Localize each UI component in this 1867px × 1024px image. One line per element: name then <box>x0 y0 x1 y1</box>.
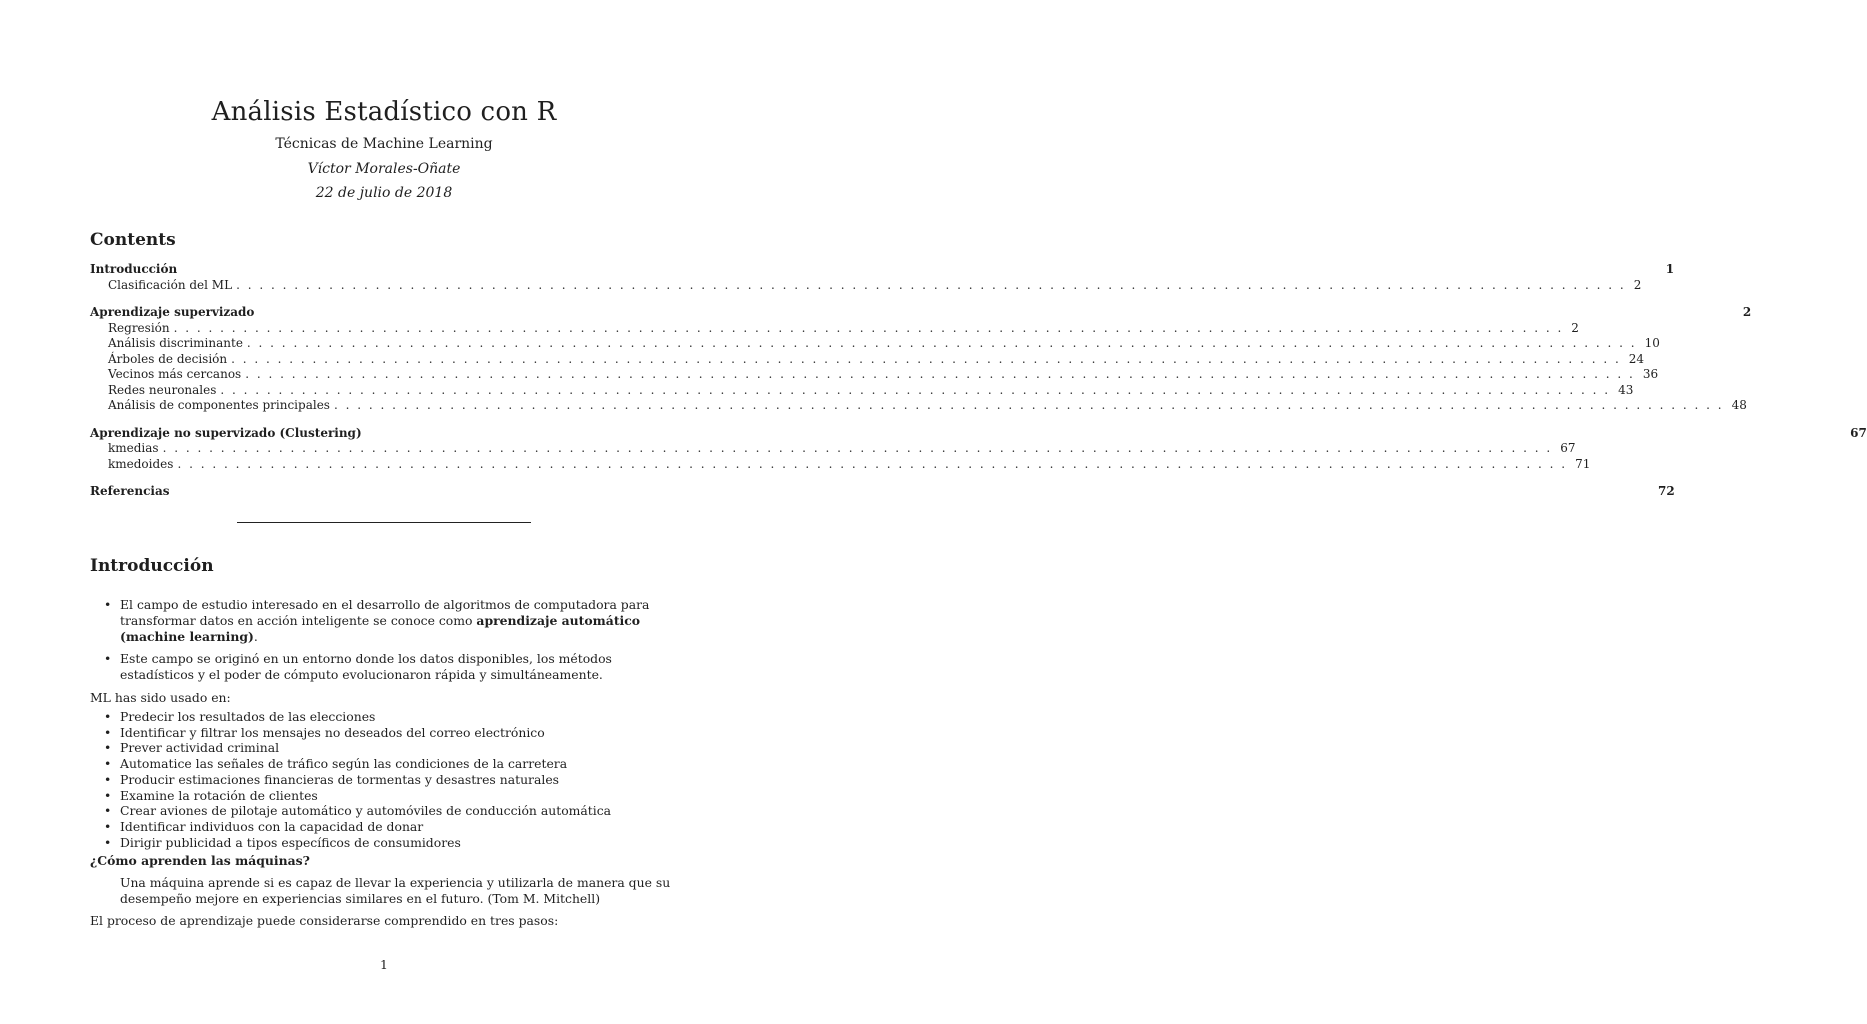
uses-bullet-list <box>90 709 680 850</box>
introduction-body <box>90 597 680 932</box>
toc-entry-sub[interactable] <box>90 351 1645 368</box>
use-case-item: • Prever actividad criminal <box>90 740 680 756</box>
toc-dot-leader: . . . . . . . . . . . . . . . . . . . . . . . . . . . . . . . . . . . . . . . . . . . . . . . . . . . . . . . . . . . . . . . . . . . . . . . . . . . . . . . . . . . . . . . . . . . . . . . . . . . . . . . . . . . . . . . . . . . . . . . . <box>236 277 1626 292</box>
document-title: Análisis Estadístico con R <box>211 97 557 127</box>
toc-entry-label: Análisis de componentes principales <box>108 398 330 412</box>
toc-entry-label: kmedias <box>108 441 159 455</box>
toc-entry-page: 71 <box>1575 456 1591 471</box>
toc-entry-label: Vecinos más cercanos <box>108 367 242 381</box>
toc-section <box>90 262 1675 293</box>
use-case-item: • Examine la rotación de clientes <box>90 788 680 804</box>
toc-entry-page: 1 <box>1665 262 1675 276</box>
toc-dot-leader: . . . . . . . . . . . . . . . . . . . . . . . . . . . . . . . . . . . . . . . . . . . . . . . . . . . . . . . . . . . . . . . . . . . . . . . . . . . . . . . . . . . . . . . . . . . . . . . . . . . . . . . . . . . . . . . . . . . . . . . . <box>333 398 1724 412</box>
toc-entry-label: kmedoides <box>108 456 174 471</box>
toc-section <box>90 484 1675 500</box>
toc-dot-leader: . . . . . . . . . . . . . . . . . . . . . . . . . . . . . . . . . . . . . . . . . . . . . . . . . . . . . . . . . . . . . . . . . . . . . . . . . . . . . . . . . . . . . . . . . . . . . . . . . . . . . . . . . . . . . . . . . . . . . . . . <box>246 336 1637 350</box>
document-date: 22 de julio de 2018 <box>315 185 453 201</box>
toc-entry-page: 10 <box>1644 336 1660 350</box>
bullet-text: El campo de estudio interesado en el desarrollo de algoritmos de computadora para transformar datos en acción inteligente se conoce como <box>120 597 650 628</box>
toc-entry-page: 48 <box>1731 398 1747 412</box>
use-case-item: • Predecir los resultados de las elecciones <box>90 709 680 725</box>
toc-entry-sub[interactable] <box>90 277 1642 294</box>
toc-entry-label: Aprendizaje supervizado <box>90 305 255 319</box>
toc-heading: Contents <box>90 230 176 250</box>
toc-entry-page: 24 <box>1628 351 1645 366</box>
toc-section <box>90 305 1752 414</box>
bullet-text: Este campo se originó en un entorno donde los datos disponibles, los métodos estadísticos y el poder de cómputo evolucionaron rápida y simultáneamente. <box>120 651 612 682</box>
toc-entry-page: 67 <box>1850 425 1867 440</box>
bullet-text-end: . <box>253 629 258 644</box>
use-case-item: • Identificar individuos con la capacidad de donar <box>90 819 680 835</box>
document-subtitle: Técnicas de Machine Learning <box>275 136 493 152</box>
uses-intro-paragraph: ML has sido usado en: <box>90 690 231 705</box>
document-author: Víctor Morales-Oñate <box>307 161 461 177</box>
toc-dot-leader: . . . . . . . . . . . . . . . . . . . . . . . . . . . . . . . . . . . . . . . . . . . . . . . . . . . . . . . . . . . . . . . . . . . . . . . . . . . . . . . . . . . . . . . . . . . . . . . . . . . . . . . . . . . . . . . . . . . . . . . . <box>177 456 1568 471</box>
toc-section <box>90 425 1867 473</box>
toc-entry-sub[interactable] <box>90 398 1747 414</box>
toc-entry-label: Regresión <box>108 320 170 335</box>
question-subheading: ¿Cómo aprenden las máquinas? <box>90 853 310 869</box>
toc-entry-label: Clasificación del ML <box>108 277 233 292</box>
intro-bullet-item <box>90 597 680 645</box>
bullet-bold-term: aprendizaje automático (machine learning) <box>120 613 641 644</box>
mitchell-quote: Una máquina aprende si es capaz de llevar la experiencia y utilizarla de manera que su desempeño mejore en experiencias similares en el futuro. (Tom M. Mitchell) <box>120 875 671 907</box>
toc-entry-page: 36 <box>1642 367 1659 381</box>
toc-dot-leader: . . . . . . . . . . . . . . . . . . . . . . . . . . . . . . . . . . . . . . . . . . . . . . . . . . . . . . . . . . . . . . . . . . . . . . . . . . . . . . . . . . . . . . . . . . . . . . . . . . . . . . . . . . . . . . . . . . . . . . . . <box>245 367 1635 381</box>
toc-entry-label: Árboles de decisión <box>108 351 228 366</box>
toc-entry-sub[interactable] <box>90 367 1659 383</box>
use-case-item: • Dirigir publicidad a tipos específicos de consumidores <box>90 835 680 851</box>
toc-entry-main[interactable] <box>90 425 1867 442</box>
section-heading-introduccion: Introducción <box>90 556 214 576</box>
toc-entry-sub[interactable] <box>90 382 1634 399</box>
toc-entry-label: Redes neuronales <box>108 382 217 397</box>
toc-dot-leader: . . . . . . . . . . . . . . . . . . . . . . . . . . . . . . . . . . . . . . . . . . . . . . . . . . . . . . . . . . . . . . . . . . . . . . . . . . . . . . . . . . . . . . . . . . . . . . . . . . . . . . . . . . . . . . . . . . . . . . . . <box>220 382 1611 397</box>
toc-entry-page: 72 <box>1657 484 1675 498</box>
toc-dot-leader: . . . . . . . . . . . . . . . . . . . . . . . . . . . . . . . . . . . . . . . . . . . . . . . . . . . . . . . . . . . . . . . . . . . . . . . . . . . . . . . . . . . . . . . . . . . . . . . . . . . . . . . . . . . . . . . . . . . . . . . . <box>173 320 1564 335</box>
toc-dot-leader: . . . . . . . . . . . . . . . . . . . . . . . . . . . . . . . . . . . . . . . . . . . . . . . . . . . . . . . . . . . . . . . . . . . . . . . . . . . . . . . . . . . . . . . . . . . . . . . . . . . . . . . . . . . . . . . . . . . . . . . . <box>231 351 1621 366</box>
toc-entry-main[interactable] <box>90 305 1752 321</box>
use-case-item: • Identificar y filtrar los mensajes no deseados del correo electrónico <box>90 725 680 741</box>
toc-entry-label: Introducción <box>90 262 178 276</box>
toc-entry-sub[interactable] <box>90 441 1576 457</box>
toc-entry-page: 2 <box>1742 305 1752 319</box>
toc-entry-page: 2 <box>1633 277 1642 292</box>
toc-dot-leader: . . . . . . . . . . . . . . . . . . . . . . . . . . . . . . . . . . . . . . . . . . . . . . . . . . . . . . . . . . . . . . . . . . . . . . . . . . . . . . . . . . . . . . . . . . . . . . . . . . . . . . . . . . . . . . . . . . . . . . . . <box>162 441 1553 455</box>
closing-paragraph: El proceso de aprendizaje puede considerarse comprendido en tres pasos: <box>90 913 559 929</box>
toc-entry-label: Aprendizaje no supervizado (Clustering) <box>90 425 362 440</box>
use-case-item: • Automatice las señales de tráfico según las condiciones de la carretera <box>90 756 680 772</box>
toc-entry-sub[interactable] <box>90 456 1591 473</box>
use-case-item: • Producir estimaciones financieras de tormentas y desastres naturales <box>90 772 680 788</box>
toc-entry-main[interactable] <box>90 484 1675 500</box>
page-number: 1 <box>380 957 388 972</box>
toc-entry-main[interactable] <box>90 262 1675 278</box>
toc-entry-page: 2 <box>1571 320 1579 335</box>
table-of-contents <box>90 262 1867 500</box>
toc-entry-label: Análisis discriminante <box>108 336 243 350</box>
toc-entry-page: 43 <box>1618 382 1634 397</box>
title-block <box>0 96 768 202</box>
toc-entry-page: 67 <box>1560 441 1576 455</box>
toc-entry-sub[interactable] <box>90 320 1579 337</box>
toc-entry-sub[interactable] <box>90 336 1660 352</box>
use-case-item: • Crear aviones de pilotaje automático y automóviles de conducción automática <box>90 803 680 819</box>
toc-entry-label: Referencias <box>90 484 170 498</box>
section-divider <box>237 522 531 523</box>
intro-bullet-item <box>90 651 680 683</box>
intro-bullet-list <box>90 597 680 683</box>
